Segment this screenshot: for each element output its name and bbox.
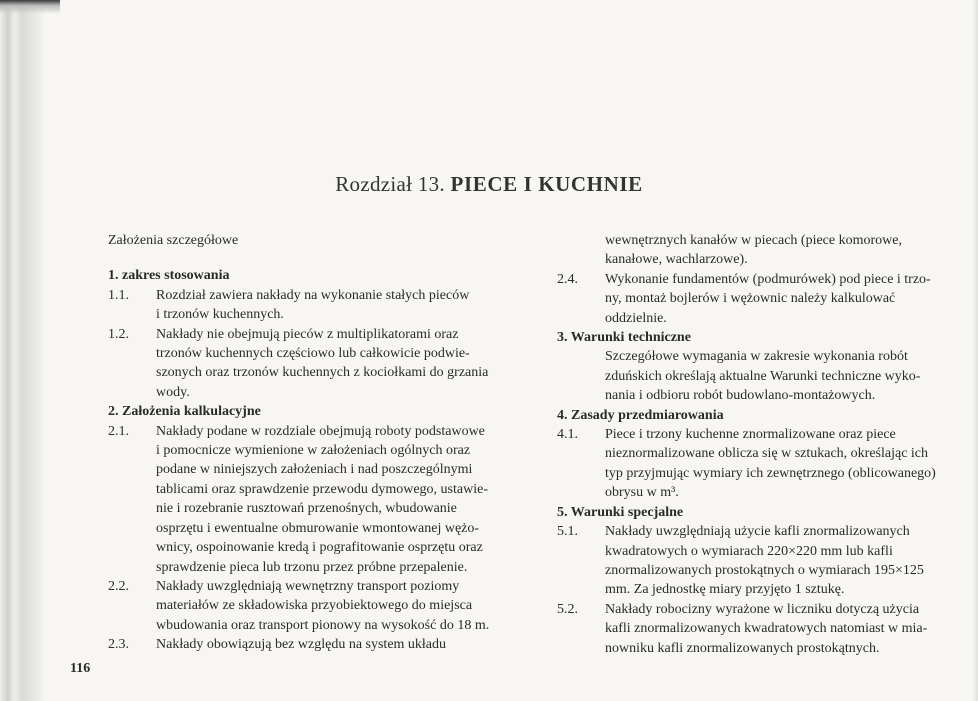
text-line: nieznormalizowane oblicza się w sztukach, określając ich: [605, 446, 929, 462]
text-line: Nakłady podane w rozdziale obejmują roboty podstawowe: [156, 423, 485, 439]
chapter-number: Rozdział 13.: [335, 172, 445, 196]
text-line: mm. Za jednostkę miary przyjęto 1 sztukę.: [605, 582, 845, 598]
item-text: [156, 325, 530, 403]
item-2-4: [557, 270, 975, 328]
text-line: Wykonanie fundamentów (podmurówek) pod piece i trzo-: [605, 271, 931, 287]
text-line: i trzonów kuchennych.: [156, 307, 284, 323]
text-line: Nakłady robocizny wyrażone w liczniku dotyczą użycia: [605, 601, 920, 617]
chapter-name: PIECE I KUCHNIE: [450, 172, 643, 196]
text-line: szonych oraz trzonów kuchennych z kociołkami do grzania: [156, 365, 489, 381]
text-line: nowniku kafli znormalizowanych prostokątnych.: [605, 640, 880, 656]
item-text: [156, 286, 530, 325]
item-2-1: [108, 422, 530, 577]
continuation-text: [557, 231, 975, 270]
item-1-1: [108, 286, 530, 325]
text-line: trzonów kuchennych częściowo lub całkowicie podwie-: [156, 346, 470, 362]
page-edge-top: [0, 0, 60, 14]
item-text: [605, 270, 975, 328]
text-line: tablicami oraz sprawdzenie przewodu dymowego, ustawie-: [156, 481, 488, 497]
item-number: 1.1.: [108, 287, 129, 303]
item-number: 1.2.: [108, 326, 129, 342]
section-1-heading: 1. zakres stosowania: [108, 268, 230, 284]
item-number: 2.1.: [108, 423, 129, 439]
item-text: [156, 422, 530, 577]
section-3-text: [557, 347, 975, 405]
text-line: kafli znormalizowanych kwadratowych natomiast w mia-: [605, 621, 928, 637]
item-number: 2.3.: [108, 637, 129, 653]
text-line: Rozdział zawiera nakłady na wykonanie stałych pieców: [156, 287, 470, 303]
item-text: [156, 577, 530, 635]
item-number: 2.2.: [108, 578, 129, 594]
text-line: wnicy, ospoinowanie kredą i pografitowanie osprzętu oraz: [156, 540, 483, 556]
text-line: wewnętrznych kanałów w piecach (piece komorowe,: [605, 233, 902, 248]
item-number: 5.1.: [557, 524, 578, 540]
section-2-heading: 2. Założenia kalkulacyjne: [108, 404, 261, 420]
item-text: [605, 425, 975, 503]
text-line: osprzętu i ewentualne obmurowanie wmontowanej wężo-: [156, 520, 480, 536]
item-5-2: [557, 600, 975, 658]
text-line: Nakłady nie obejmują pieców z multiplikatorami oraz: [156, 326, 459, 342]
text-line: zduńskich określają aktualne Warunki techniczne wyko-: [605, 368, 921, 384]
page-number: 116: [70, 661, 91, 676]
item-1-2: [108, 325, 530, 403]
section-4-heading: 4. Zasady przedmiarowania: [557, 407, 724, 423]
intro-heading: Założenia szczegółowe: [108, 233, 239, 248]
section-3-heading: 3. Warunki techniczne: [557, 330, 691, 346]
right-column: [557, 231, 975, 658]
text-line: materiałów ze składowiska przyobiektowego do miejsca: [156, 598, 473, 614]
text-line: wody.: [156, 384, 190, 400]
item-number: 2.4.: [557, 271, 578, 287]
item-number: 4.1.: [557, 427, 578, 443]
text-line: nania i odbioru robót budowlano-montażowych.: [605, 388, 876, 404]
item-2-2: [108, 577, 530, 635]
section-5-heading: 5. Warunki specjalne: [557, 504, 684, 520]
page-edge-left: [0, 0, 44, 701]
item-text: [605, 600, 975, 658]
text-line: Nakłady uwzględniają użycie kafli znormalizowanych: [605, 524, 910, 540]
text-line: Nakłady obowiązują bez względu na system układu: [156, 637, 447, 653]
text-line: typ przyjmując wymiary ich zewnętrznego (oblicowanego): [605, 465, 936, 481]
item-text: [156, 635, 530, 654]
text-line: oddzielnie.: [605, 310, 667, 326]
chapter-title: [0, 172, 978, 197]
left-column: [108, 231, 530, 655]
text-line: Szczegółowe wymagania w zakresie wykonania robót: [605, 349, 908, 365]
text-line: kanałowe, wachlarzowe).: [605, 252, 748, 268]
text-line: nie i rozebranie rusztowań przenośnych, wbudowanie: [156, 501, 457, 517]
text-line: znormalizowanych prostokątnych o wymiarach 195×125: [605, 562, 924, 578]
item-4-1: [557, 425, 975, 503]
text-line: obrysu w m³.: [605, 485, 679, 501]
text-line: podane w niniejszych założeniach i nad poszczególnymi: [156, 462, 473, 478]
item-text: [605, 522, 975, 600]
text-line: Nakłady uwzględniają wewnętrzny transport poziomy: [156, 578, 460, 594]
text-line: Piece i trzony kuchenne znormalizowane oraz piece: [605, 427, 896, 443]
item-5-1: [557, 522, 975, 600]
text-line: i pomocnicze wymienione w założeniach ogólnych oraz: [156, 443, 471, 459]
item-2-3: [108, 635, 530, 654]
text-line: kwadratowych o wymiarach 220×220 mm lub kafli: [605, 543, 893, 559]
text-line: sprawdzenie pieca lub trzonu przez próbne przepalenie.: [156, 559, 468, 575]
item-number: 5.2.: [557, 601, 578, 617]
text-line: wbudowania oraz transport pionowy na wysokość do 18 m.: [156, 617, 490, 633]
text-line: ny, montaż bojlerów i wężownic należy kalkulować: [605, 291, 896, 307]
